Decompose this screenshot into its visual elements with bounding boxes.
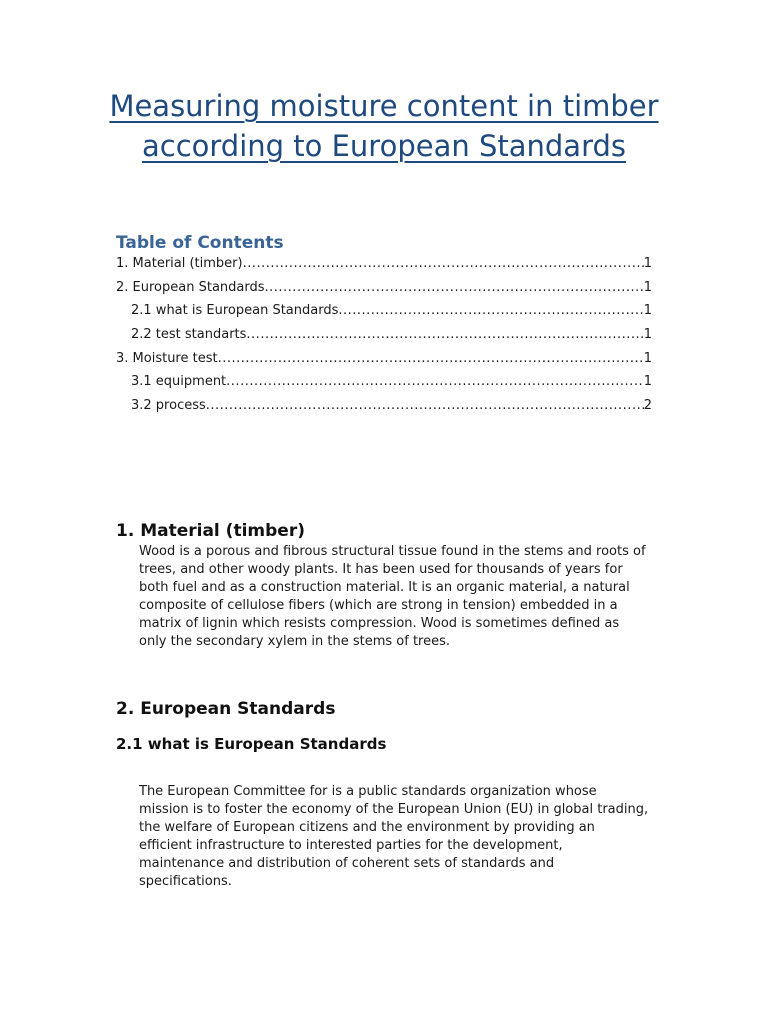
toc-entry-label: 2.1 what is European Standards <box>131 303 339 319</box>
toc-entry-label: 2.2 test standarts <box>131 327 247 343</box>
section-body-material: Wood is a porous and fibrous structural tissue found in the stems and roots of trees, and other woody plants. It has been used for thousands of years for both fuel and as a construction material. It is an organic material, a natural composite of cellulose fibers (which are strong in tension) embedded in a matrix of lignin which resists compression. Wood is sometimes defined as only the secondary xylem in the stems of trees. <box>139 544 646 649</box>
section-body-european-standards: The European Committee for is a public standards organization whose mission is to foster the economy of the European Union (EU) in global trading, the welfare of European citizens and the environment by providing an efficient infrastructure to interested parties for the development, maintenance and distribution of coherent sets of standards and specifications. <box>139 784 649 889</box>
toc-entry-material[interactable] <box>116 256 652 272</box>
toc-page-number: 1 <box>643 256 652 271</box>
toc-leader-dots <box>246 327 643 343</box>
table-of-contents <box>116 232 652 422</box>
toc-page-number: 1 <box>643 327 652 343</box>
toc-leader-dots <box>218 351 644 367</box>
toc-entry-european-standards[interactable] <box>116 280 652 296</box>
toc-entry-moisture-test[interactable] <box>116 351 652 367</box>
toc-entry-equipment[interactable] <box>116 374 652 390</box>
subsection-heading-what-is-european-standards: 2.1 what is European Standards <box>116 735 387 753</box>
toc-leader-dots <box>206 398 644 414</box>
section-heading-european-standards: 2. European Standards <box>116 699 336 719</box>
toc-page-number: 1 <box>643 374 652 390</box>
toc-entry-label: 1. Material (timber) <box>116 256 243 271</box>
document-title: Measuring moisture content in timber according to European Standards <box>109 89 659 163</box>
toc-leader-dots <box>243 256 644 272</box>
toc-entry-process[interactable] <box>116 398 652 414</box>
toc-page-number: 1 <box>643 279 652 295</box>
toc-leader-dots <box>226 374 644 390</box>
toc-entry-label: 3. Moisture test <box>116 350 218 366</box>
toc-entry-what-is-european-standards[interactable] <box>116 303 652 319</box>
toc-heading: Table of Contents <box>116 233 284 253</box>
section-heading-material: 1. Material (timber) <box>116 521 305 541</box>
toc-entry-test-standarts[interactable] <box>116 327 652 343</box>
toc-page-number: 2 <box>643 398 652 414</box>
toc-leader-dots <box>265 280 644 296</box>
toc-entry-label: 2. European Standards <box>116 279 265 295</box>
toc-leader-dots <box>338 303 643 319</box>
toc-page-number: 1 <box>643 350 652 366</box>
toc-entry-label: 3.1 equipment <box>131 374 227 390</box>
toc-entry-label: 3.2 process <box>131 398 206 414</box>
toc-page-number: 1 <box>643 303 652 319</box>
